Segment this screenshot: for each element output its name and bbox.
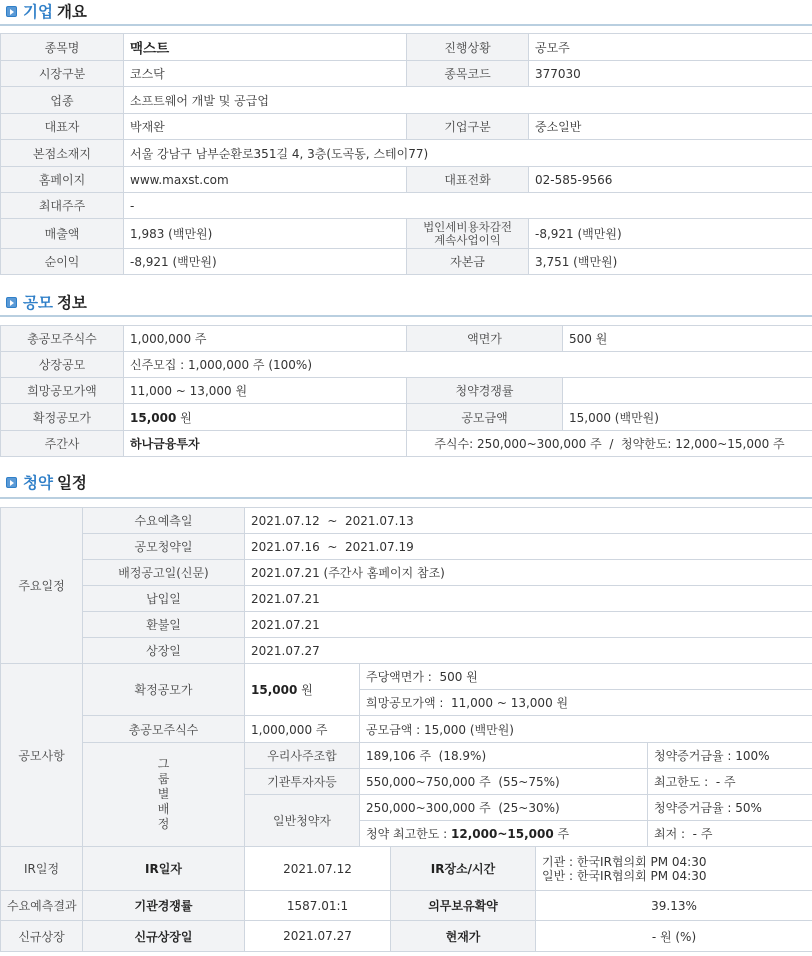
ceo-label: 대표자 — [1, 114, 124, 140]
underwriter-info: 주식수: 250,000~300,000 주 / 청약한도: 12,000~15,000 주 — [407, 431, 812, 457]
ir-label: IR일정 — [1, 847, 83, 891]
homepage-link[interactable]: www.maxst.com — [124, 167, 407, 193]
forecast-label: 수요예측결과 — [1, 891, 83, 921]
corp-type-label: 기업구분 — [407, 114, 529, 140]
progress-value: 공모주 — [529, 34, 812, 61]
ceo-value: 박재완 — [124, 114, 407, 140]
allocation-label: 배정공고일(신문) — [83, 560, 245, 586]
inst-comp-label: 기관경쟁률 — [83, 891, 245, 921]
net-value: -8,921 (백만원) — [124, 249, 407, 275]
revenue-label: 매출액 — [1, 219, 124, 249]
demand-value: 2021.07.12 ~ 2021.07.13 — [245, 508, 812, 534]
company-table — [0, 33, 812, 275]
capital-value: 3,751 (백만원) — [529, 249, 812, 275]
section-divider — [0, 497, 812, 499]
employee-margin: 청약증거금율 : 100% — [648, 743, 812, 769]
industry-value: 소프트웨어 개발 및 공급업 — [124, 87, 812, 114]
pretax-value: -8,921 (백만원) — [529, 219, 812, 249]
listing-label: 상장공모 — [1, 352, 124, 378]
payment-label: 납입일 — [83, 586, 245, 612]
total-shares-value: 1,000,000 주 — [245, 716, 360, 743]
new-date-value: 2021.07.27 — [245, 921, 391, 952]
listing-value: 신주모집 : 1,000,000 주 (100%) — [124, 352, 812, 378]
fixed-label: 확정공모가 — [1, 404, 124, 431]
offering-table — [0, 325, 812, 457]
retail-margin: 청약증거금율 : 50% — [648, 795, 812, 821]
institution-value: 550,000~750,000 주 (55~75%) — [360, 769, 648, 795]
market-label: 시장구분 — [1, 61, 124, 87]
employee-label: 우리사주조합 — [245, 743, 360, 769]
payment-value: 2021.07.21 — [245, 586, 812, 612]
price-value: - 원 (%) — [536, 921, 812, 952]
subscription-value: 2021.07.16 ~ 2021.07.19 — [245, 534, 812, 560]
new-date-label: 신규상장일 — [83, 921, 245, 952]
market-value: 코스닥 — [124, 61, 407, 87]
address-label: 본점소재지 — [1, 140, 124, 167]
par-label: 액면가 — [407, 326, 563, 352]
demand-label: 수요예측일 — [83, 508, 245, 534]
subscription-label: 공모청약일 — [83, 534, 245, 560]
fixed-price-label: 확정공모가 — [83, 664, 245, 716]
inst-comp-value: 1587.01:1 — [245, 891, 391, 921]
ir-date-value: 2021.07.12 — [245, 847, 391, 891]
new-listing-label: 신규상장 — [1, 921, 83, 952]
ir-place-label: IR장소/시간 — [391, 847, 536, 891]
listing-date-value: 2021.07.27 — [245, 638, 812, 664]
institution-label: 기관투자자등 — [245, 769, 360, 795]
section-title-schedule: 청약 일정 — [0, 471, 812, 493]
group-allocation-label: 그룹별배정 — [83, 743, 245, 847]
ir-table — [0, 846, 812, 952]
refund-label: 환불일 — [83, 612, 245, 638]
hope-label: 희망공모가액 — [1, 378, 124, 404]
section-divider — [0, 24, 812, 26]
capital-label: 자본금 — [407, 249, 529, 275]
total-label: 총공모주식수 — [1, 326, 124, 352]
comp-label: 청약경쟁률 — [407, 378, 563, 404]
section-bullet-icon — [6, 6, 17, 17]
net-label: 순이익 — [1, 249, 124, 275]
main-schedule-label: 주요일정 — [1, 508, 83, 664]
phone-label: 대표전화 — [407, 167, 529, 193]
corp-type-value: 중소일반 — [529, 114, 812, 140]
fixed-value: 15,000 원 — [124, 404, 407, 431]
par-info: 주당액면가 : 500 원 — [360, 664, 812, 690]
section-title-offering: 공모 정보 — [0, 291, 812, 313]
address-value: 서울 강남구 남부순환로351길 4, 3층(도곡동, 스테이77) — [124, 140, 812, 167]
industry-label: 업종 — [1, 87, 124, 114]
total-shares-label: 총공모주식수 — [83, 716, 245, 743]
hope-value: 11,000 ~ 13,000 원 — [124, 378, 407, 404]
amount-label: 공모금액 — [407, 404, 563, 431]
par-value: 500 원 — [563, 326, 812, 352]
allocation-value: 2021.07.21 (주간사 홈페이지 참조) — [245, 560, 812, 586]
revenue-value: 1,983 (백만원) — [124, 219, 407, 249]
section-divider — [0, 315, 812, 317]
fixed-price-value: 15,000 원 — [245, 664, 360, 716]
offer-label: 공모사항 — [1, 664, 83, 847]
amount-info: 공모금액 : 15,000 (백만원) — [360, 716, 812, 743]
listing-date-label: 상장일 — [83, 638, 245, 664]
underwriter-label: 주간사 — [1, 431, 124, 457]
section-bullet-icon — [6, 297, 17, 308]
retail-value: 250,000~300,000 주 (25~30%) — [360, 795, 648, 821]
section-bullet-icon — [6, 477, 17, 488]
shareholder-value: - — [124, 193, 812, 219]
employee-value: 189,106 주 (18.9%) — [360, 743, 648, 769]
main-schedule-table — [0, 507, 812, 664]
hope-info: 희망공모가액 : 11,000 ~ 13,000 원 — [360, 690, 812, 716]
underwriter-value: 하나금융투자 — [124, 431, 407, 457]
code-label: 종목코드 — [407, 61, 529, 87]
retail-min: 최저 : - 주 — [648, 821, 812, 847]
company-name: 맥스트 — [124, 34, 407, 61]
amount-value: 15,000 (백만원) — [563, 404, 812, 431]
ir-date-label: IR일자 — [83, 847, 245, 891]
retail-label: 일반청약자 — [245, 795, 360, 847]
refund-value: 2021.07.21 — [245, 612, 812, 638]
total-value: 1,000,000 주 — [124, 326, 407, 352]
ir-place-value: 기관 : 한국IR협의회 PM 04:30 일반 : 한국IR협의회 PM 04:30 — [536, 847, 812, 891]
lockup-value: 39.13% — [536, 891, 812, 921]
comp-value — [563, 378, 812, 404]
price-label: 현재가 — [391, 921, 536, 952]
section-title-company: 기업 개요 — [0, 0, 812, 22]
institution-limit: 최고한도 : - 주 — [648, 769, 812, 795]
pretax-label: 법인세비용차감전 계속사업이익 — [407, 219, 529, 249]
lockup-label: 의무보유확약 — [391, 891, 536, 921]
code-value: 377030 — [529, 61, 812, 87]
name-label: 종목명 — [1, 34, 124, 61]
shareholder-label: 최대주주 — [1, 193, 124, 219]
retail-max: 청약 최고한도 : 12,000~15,000 주 — [360, 821, 648, 847]
phone-value: 02-585-9566 — [529, 167, 812, 193]
offer-details-table — [0, 663, 812, 847]
progress-label: 진행상황 — [407, 34, 529, 61]
homepage-label: 홈페이지 — [1, 167, 124, 193]
